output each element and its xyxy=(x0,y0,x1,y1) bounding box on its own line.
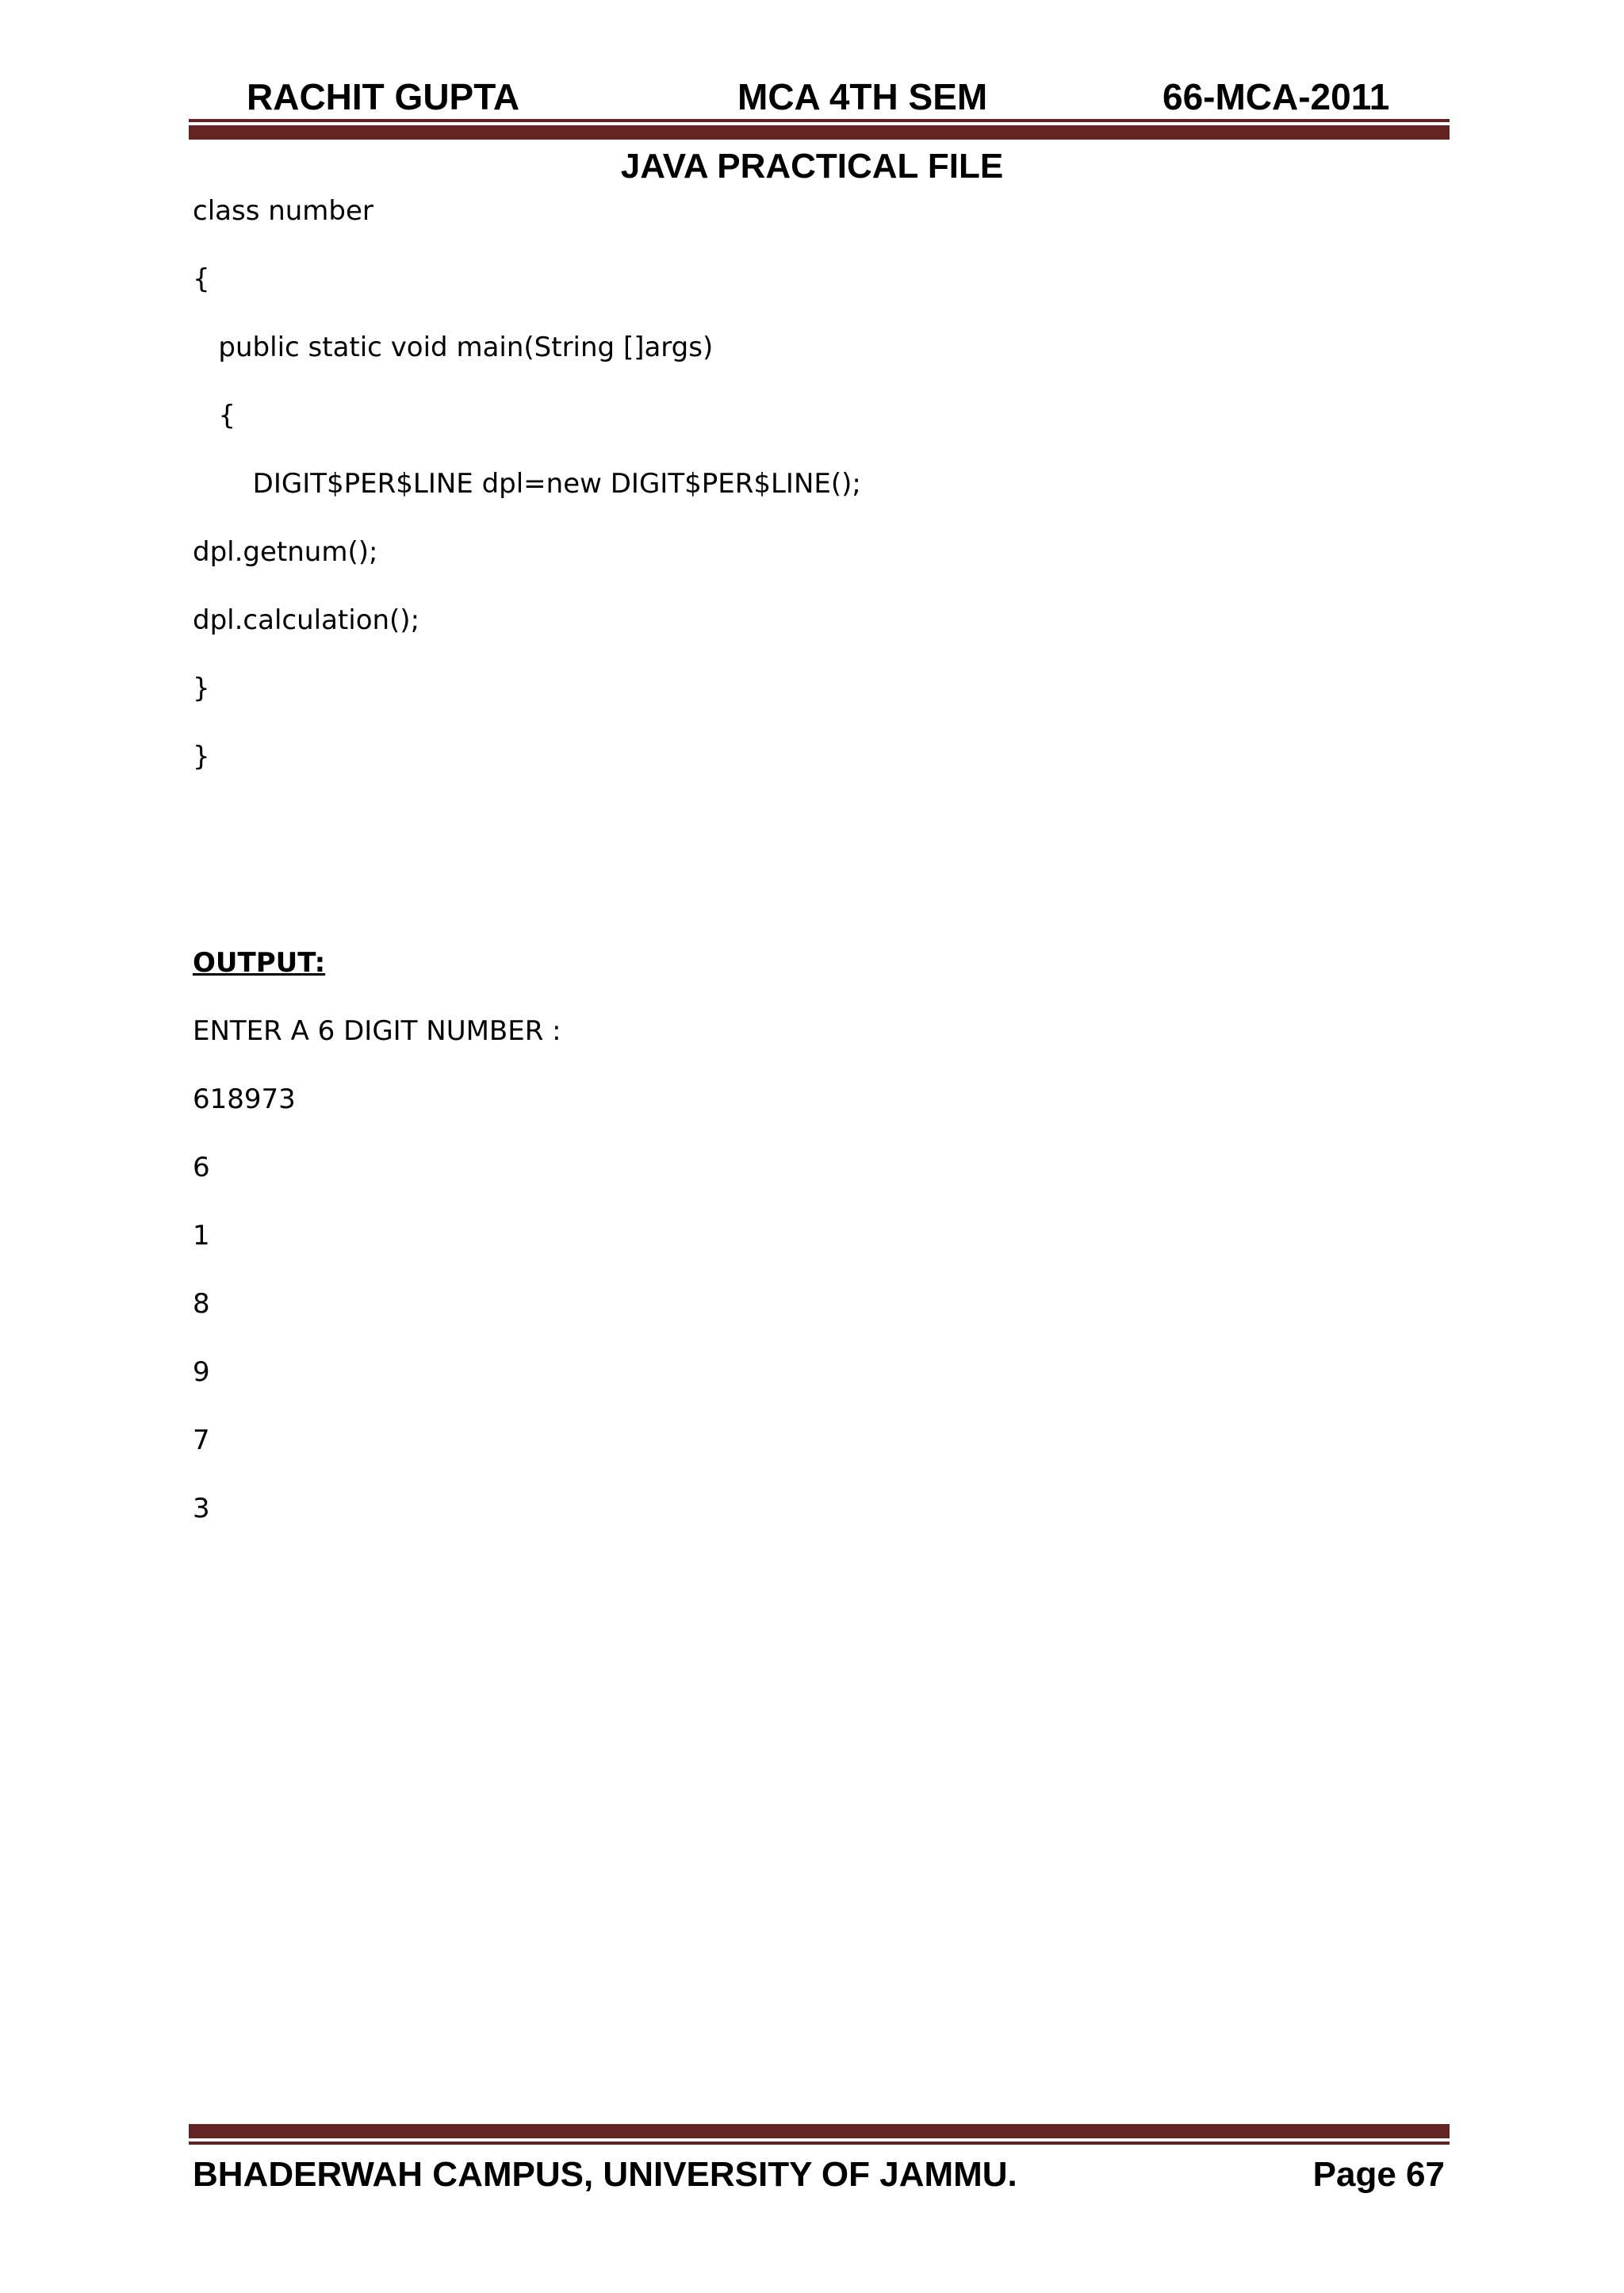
header-rule-thin xyxy=(189,119,1450,122)
page-footer xyxy=(0,2151,1624,2199)
code-line: } xyxy=(193,741,210,773)
output-line: 618973 xyxy=(193,1083,296,1115)
output-line: 6 xyxy=(193,1152,210,1183)
campus-name: BHADERWAH CAMPUS, UNIVERSITY OF JAMMU. xyxy=(193,2155,1017,2194)
code-line: public static void main(String []args) xyxy=(193,332,714,363)
code-line: DIGIT$PER$LINE dpl=new DIGIT$PER$LINE(); xyxy=(193,468,861,500)
footer-rule-thin xyxy=(189,2142,1450,2145)
output-line: 7 xyxy=(193,1424,210,1456)
output-line: 8 xyxy=(193,1288,210,1320)
output-line: 1 xyxy=(193,1220,210,1252)
code-line: } xyxy=(193,673,210,704)
output-line: 9 xyxy=(193,1356,210,1388)
author-name: RACHIT GUPTA xyxy=(247,76,520,117)
file-title: JAVA PRACTICAL FILE xyxy=(620,147,1004,186)
output-heading: OUTPUT: xyxy=(193,947,326,979)
output-line: 3 xyxy=(193,1493,210,1524)
footer-rule-thick xyxy=(189,2124,1450,2138)
page-header xyxy=(0,73,1624,121)
semester-label: MCA 4TH SEM xyxy=(737,76,988,117)
code-line: { xyxy=(193,400,236,431)
output-line: ENTER A 6 DIGIT NUMBER : xyxy=(193,1015,561,1047)
code-line: dpl.calculation(); xyxy=(193,604,420,636)
code-line: { xyxy=(193,263,210,295)
page-number: Page 67 xyxy=(1312,2155,1445,2194)
code-line: class number xyxy=(193,195,373,227)
roll-number: 66-MCA-2011 xyxy=(1162,76,1390,117)
header-rule-thick xyxy=(189,125,1450,140)
code-line: dpl.getnum(); xyxy=(193,536,378,568)
